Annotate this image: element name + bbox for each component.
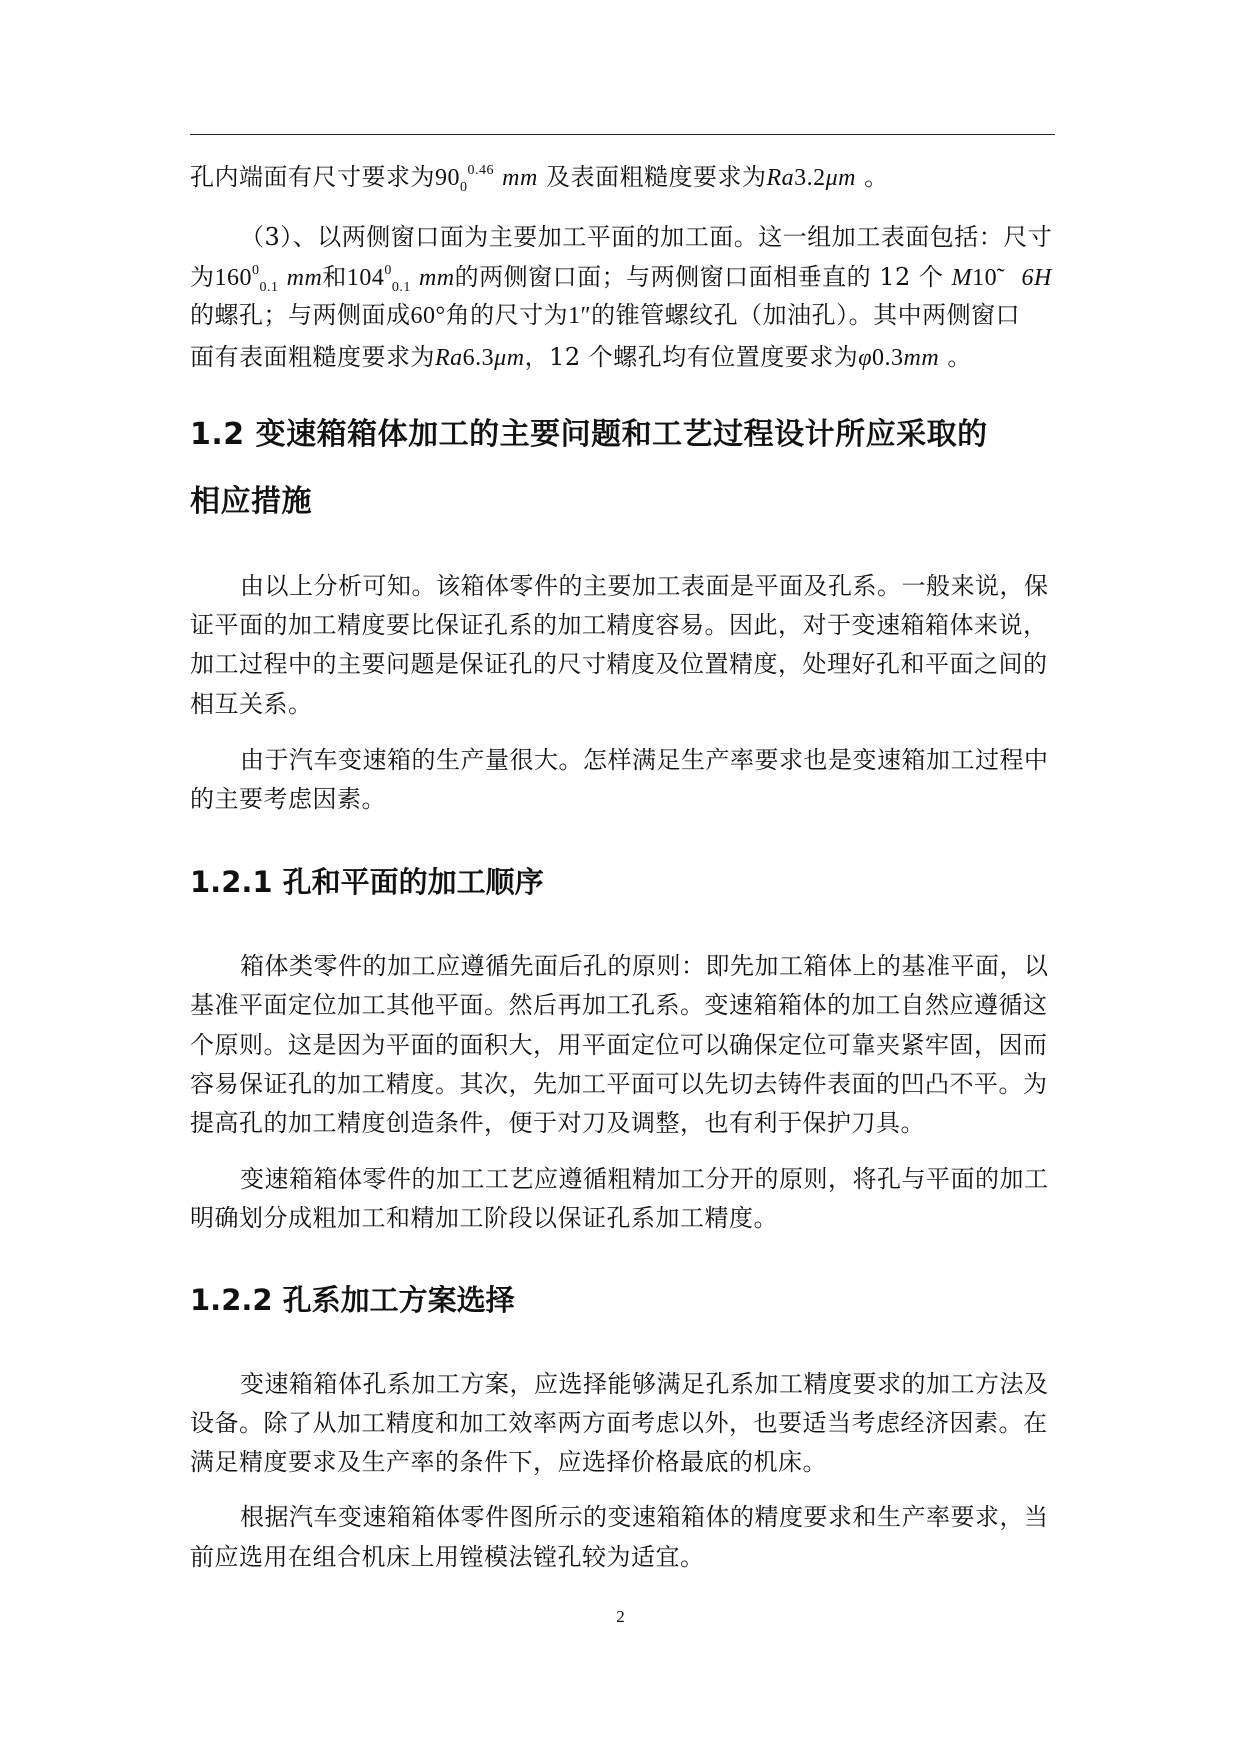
paragraph-line: 满足精度要求及生产率的条件下，应选择价格最底的机床。: [190, 1448, 827, 1476]
text-run: 孔内端面有尺寸要求为: [190, 163, 435, 191]
text-run: 和: [322, 263, 347, 291]
unit: μm: [825, 165, 857, 191]
paragraph-line: 箱体类零件的加工应遵循先面后孔的原则：即先加工箱体上的基准平面，以: [240, 952, 1049, 980]
paragraph-line: 容易保证孔的加工精度。其次，先加工平面可以先切去铸件表面的凹凸不平。为: [190, 1070, 1048, 1098]
angle-value: 60°: [410, 303, 446, 329]
tolerance-lower: 0.1: [391, 280, 411, 295]
tolerance-upper: 0: [252, 263, 260, 278]
paragraph-line: 加工过程中的主要问题是保证孔的尺寸精度及位置精度，处理好孔和平面之间的: [190, 650, 1048, 678]
text-run: 。: [947, 343, 972, 371]
text-run: 的锥管螺纹孔（加油孔）。其中两侧窗口: [591, 301, 1021, 329]
paragraph-line: 设备。除了从加工精度和加工效率两方面考虑以外，也要适当考虑经济因素。在: [190, 1409, 1048, 1437]
text-line: [190, 262, 1052, 297]
text-run: 面有表面粗糙度要求为: [190, 343, 435, 371]
dimension-value: 104: [346, 265, 385, 291]
paragraph-line: 明确划分成粗加工和精加工阶段以保证孔系加工精度。: [190, 1204, 778, 1232]
position-value: 0.3: [872, 345, 904, 371]
roughness-symbol: Ra: [766, 165, 795, 191]
text-line: [190, 342, 972, 373]
tolerance-lower: 0.1: [259, 280, 279, 295]
text-line: [190, 162, 889, 197]
roughness-symbol: Ra: [435, 345, 463, 371]
text-run: ，12 个螺孔均有位置度要求为: [524, 343, 859, 371]
text-run: 。: [864, 163, 889, 191]
page-number: 2: [616, 1607, 625, 1626]
text-run: 及表面粗糙度要求为: [545, 163, 767, 191]
phi-symbol: φ: [858, 345, 873, 371]
tolerance-lower: 0: [460, 180, 468, 195]
subsection-heading: 1.2.2 孔系加工方案选择: [190, 1283, 515, 1317]
text-line: [240, 222, 1052, 252]
paragraph-line: 由以上分析可知。该箱体零件的主要加工表面是平面及孔系。一般来说，保: [240, 572, 1049, 600]
text-run: 为: [190, 263, 215, 291]
paragraph-line: 相互关系。: [190, 690, 313, 718]
paragraph-line: 变速箱箱体零件的加工工艺应遵循粗精加工分开的原则，将孔与平面的加工: [240, 1165, 1049, 1193]
unit: μm: [494, 345, 525, 371]
tolerance-upper: 0.46: [467, 163, 494, 178]
dimension-value: 90: [435, 165, 460, 191]
thread-symbol: M: [951, 265, 973, 291]
text-run: 的螺孔；与两侧面成: [190, 301, 411, 329]
paragraph-line: 个原则。这是因为平面的面积大，用平面定位可以确保定位可靠夹紧牢固，因而: [190, 1031, 1048, 1059]
paragraph-line: 基准平面定位加工其他平面。然后再加工孔系。变速箱箱体的加工自然应遵循这: [190, 991, 1048, 1019]
paragraph-line: 前应选用在组合机床上用镗模法镗孔较为适宜。: [190, 1543, 705, 1571]
paragraph-line: 由于汽车变速箱的生产量很大。怎样满足生产率要求也是变速箱加工过程中: [240, 746, 1049, 774]
paragraph-line: 根据汽车变速箱箱体零件图所示的变速箱箱体的精度要求和生产率要求，当: [240, 1503, 1049, 1531]
tolerance-upper: 0: [384, 263, 392, 278]
size-value: 1″: [568, 303, 592, 329]
unit: mm: [418, 265, 455, 291]
header-rule: [190, 134, 1055, 135]
thread-value: 10̃: [972, 265, 998, 291]
roughness-value: 3.2: [794, 165, 826, 191]
paragraph-line: 的主要考虑因素。: [190, 785, 386, 813]
text-run: 的两侧窗口面；与两侧窗口面相垂直的 12 个: [454, 263, 944, 291]
text-run: （3）、以两侧窗口面为主要加工平面的加工面。这一组加工表面包括：尺寸: [240, 223, 1053, 251]
text-run: 角的尺寸为: [445, 301, 569, 329]
unit: mm: [502, 165, 538, 191]
unit: mm: [286, 265, 323, 291]
thread-class: 6H: [1021, 265, 1052, 291]
dimension-value: 160: [214, 265, 252, 291]
paragraph-line: 变速箱箱体孔系加工方案，应选择能够满足孔系加工精度要求的加工方法及: [240, 1370, 1049, 1398]
paragraph-line: 提高孔的加工精度创造条件，便于对刀及调整，也有利于保护刀具。: [190, 1109, 925, 1137]
section-heading: 1.2 变速箱箱体加工的主要问题和工艺过程设计所应采取的: [190, 417, 988, 452]
roughness-value: 6.3: [462, 345, 495, 371]
text-line: [190, 300, 1020, 331]
section-heading-continued: 相应措施: [190, 484, 312, 519]
unit: mm: [903, 345, 940, 371]
paragraph-line: 证平面的加工精度要比保证孔系的加工精度容易。因此，对于变速箱箱体来说，: [190, 611, 1048, 639]
subsection-heading: 1.2.1 孔和平面的加工顺序: [190, 865, 544, 899]
